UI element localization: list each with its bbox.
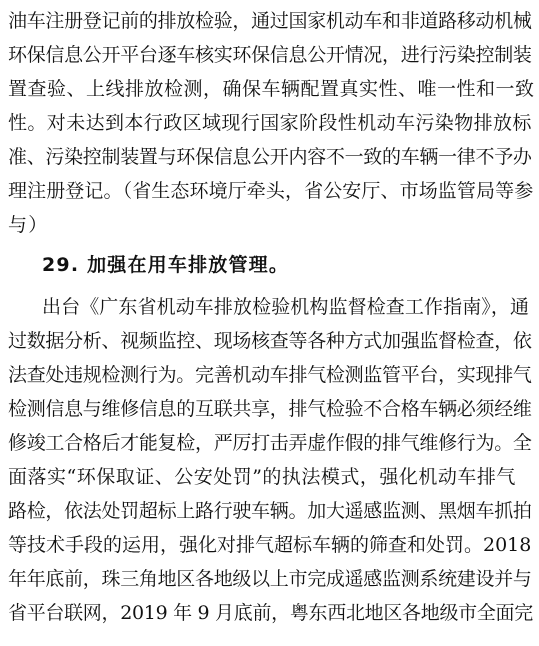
paragraph-line-9: 出台《广东省机动车排放检验机构监督检查工作指南》，通 bbox=[42, 296, 530, 318]
paragraph-line-1: 油车注册登记前的排放检验，通过国家机动车和非道路移动机械 bbox=[8, 10, 532, 32]
paragraph-line-18: 省平台联网，2019 年 9 月底前，粤东西北地区各地级市全面完 bbox=[8, 602, 533, 624]
paragraph-line-16: 等技术手段的运用，强化对排气超标车辆的筛查和处罚。2018 bbox=[8, 534, 532, 556]
paragraph-line-2: 环保信息公开平台逐车核实环保信息公开情况，进行污染控制装 bbox=[8, 44, 532, 66]
paragraph-line-3: 置查验、上线排放检测，确保车辆配置真实性、唯一性和一致 bbox=[8, 78, 535, 100]
paragraph-line-7: 与） bbox=[8, 214, 49, 236]
paragraph-line-14: 面落实“环保取证、公安处罚”的执法模式，强化机动车排气 bbox=[8, 466, 516, 488]
paragraph-line-12: 检测信息与维修信息的互联共享，排气检验不合格车辆必须经维 bbox=[8, 398, 532, 420]
paragraph-line-11: 法查处违规检测行为。完善机动车排气检测监管平台，实现排气 bbox=[8, 364, 532, 386]
paragraph-line-10: 过数据分析、视频监控、现场核查等各种方式加强监督检查，依 bbox=[8, 330, 532, 352]
paragraph-line-17: 年年底前，珠三角地区各地级以上市完成遥感监测系统建设并与 bbox=[8, 568, 532, 590]
paragraph-line-5: 准、污染控制装置与环保信息公开内容不一致的车辆一律不予办 bbox=[8, 146, 532, 168]
paragraph-line-13: 修竣工合格后才能复检，严厉打击弄虚作假的排气维修行为。全 bbox=[8, 432, 532, 454]
document-page bbox=[8, 0, 535, 646]
paragraph-line-4: 性。对未达到本行政区域现行国家阶段性机动车污染物排放标 bbox=[8, 112, 532, 134]
paragraph-line-6: 理注册登记。（省生态环境厅牵头，省公安厅、市场监管局等参 bbox=[8, 180, 534, 202]
paragraph-line-15: 路检，依法处罚超标上路行驶车辆。加大遥感监测、黑烟车抓拍 bbox=[8, 500, 532, 522]
section-heading: 29. 加强在用车排放管理。 bbox=[42, 254, 290, 276]
